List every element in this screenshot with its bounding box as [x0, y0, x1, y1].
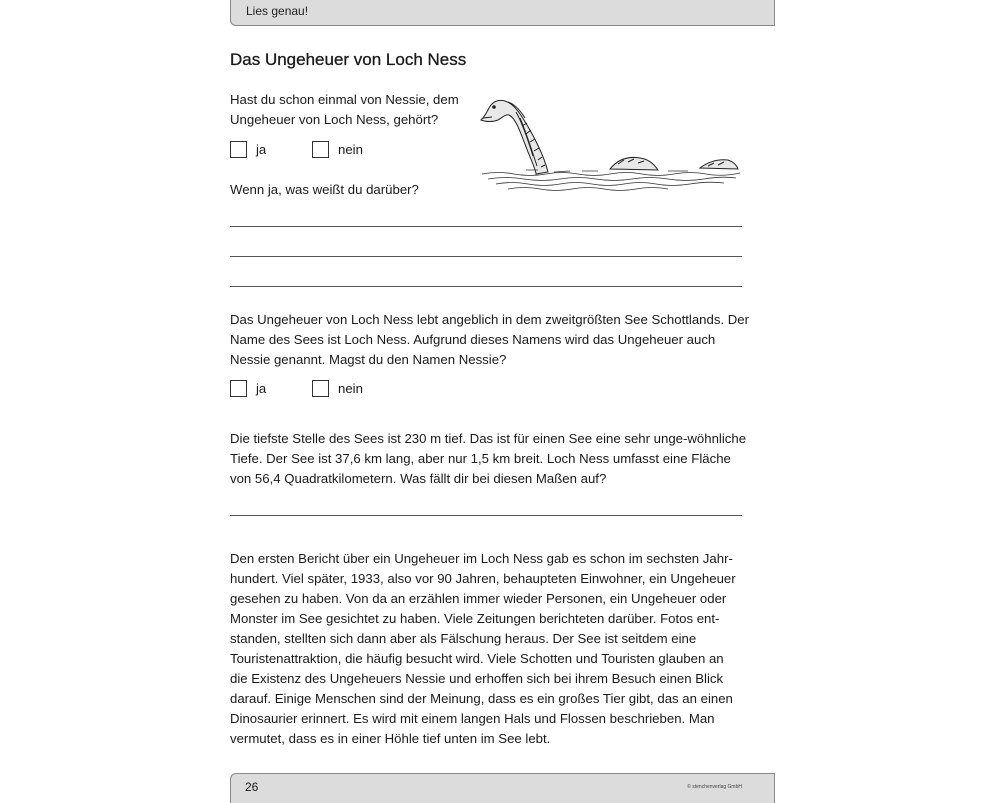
page-title: Das Ungeheuer von Loch Ness	[230, 50, 467, 69]
checkbox-ja-label: ja	[256, 142, 267, 157]
copyright-notice: © stenchenverlag GmbH	[687, 784, 742, 790]
question-heard-of-nessie: Hast du schon einmal von Nessie, dem Ungeheuer von Loch Ness, gehört?	[230, 92, 459, 127]
checkbox-nein[interactable]	[312, 380, 329, 397]
answer-line-3[interactable]	[230, 286, 742, 287]
checkbox-ja[interactable]	[230, 380, 247, 397]
answer-line-4[interactable]	[230, 515, 742, 516]
paragraph-loch-ness-name: Das Ungeheuer von Loch Ness lebt angeblich in dem zweitgrößten See Schottlands. Der Name des Sees ist Loch Ness. Aufgrund dieses Namens wird das Ungeheuer auch Nessie genannt. Magst du den Namen Nessie?	[230, 312, 750, 367]
answer-line-2[interactable]	[230, 256, 742, 257]
paragraph-history: Den ersten Bericht über ein Ungeheuer im Loch Ness gab es schon im sechsten Jahr-hundert. Viel später, 1933, also vor 90 Jahren, behaupteten Einwohner, ein Ungeheuer gesehen zu haben. Von da an erzählen immer wieder Personen, ein Ungeheuer oder Monster im See gesichtet zu haben. Viele Zeitungen berichteten darüber. Fotos ent-standen, stellten sich dann aber als Fälschung heraus. Der See ist seitdem eine Touristenattraktion, die häufig besucht wird. Viele Schotten und Touristen glauben an die Existenz des Ungeheuers Nessie und erhoffen sich bei ihrem Besuch einen Blick darauf. Einige Menschen sind der Meinung, dass es ein großes Tier gibt, das an einen Dinosaurier erinnert. Es wird mit einem langen Hals und Flossen beschrieben. Man vermutet, dass es in einer Höhle tief unten im See lebt.	[230, 551, 736, 746]
header-bar	[230, 0, 775, 26]
header-label: Lies genau!	[246, 4, 309, 18]
checkbox-nein-label: nein	[338, 381, 363, 396]
checkbox-ja[interactable]	[230, 141, 247, 158]
question-what-do-you-know: Wenn ja, was weißt du darüber?	[230, 182, 419, 197]
checkbox-ja-label: ja	[256, 381, 267, 396]
answer-line-1[interactable]	[230, 226, 742, 227]
paragraph-lake-dimensions: Die tiefste Stelle des Sees ist 230 m tief. Das ist für einen See eine sehr unge-wöhnliche Tiefe. Der See ist 37,6 km lang, aber nur 1,5 km breit. Loch Ness umfasst eine Fläche von 56,4 Quadratkilometern. Was fällt dir bei diesen Maßen auf?	[230, 431, 747, 486]
checkbox-nein-label: nein	[338, 142, 363, 157]
page-number: 26	[245, 780, 259, 794]
checkbox-nein[interactable]	[312, 141, 329, 158]
footer-bar	[230, 773, 775, 803]
